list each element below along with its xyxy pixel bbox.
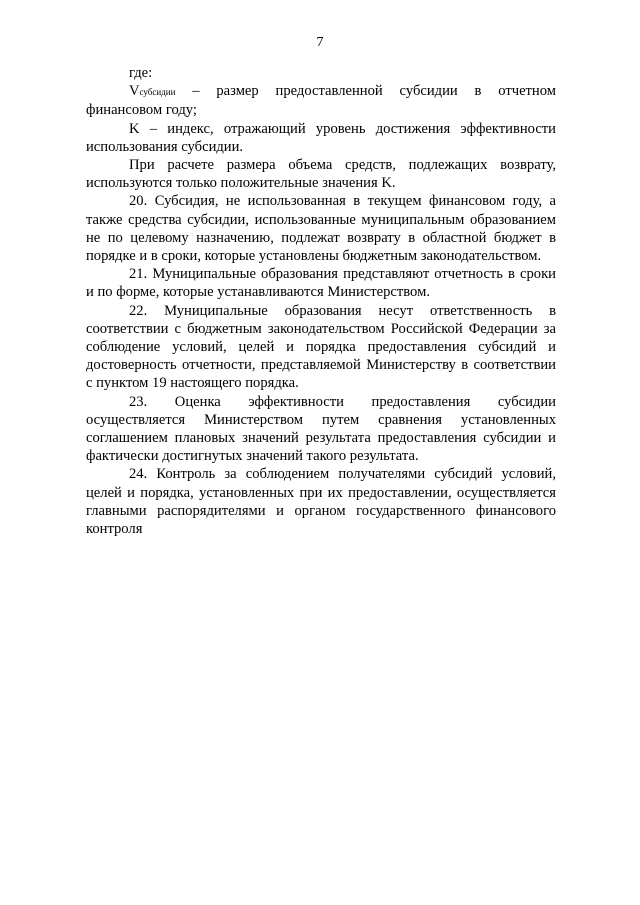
document-body [86,64,556,538]
paragraph-21: 21. Муниципальные образования представляют отчетность в сроки и по форме, которые устанавливаются Министерством. [86,266,556,301]
calculation-note: При расчете размера объема средств, подлежащих возврату, используются только положительные значения K. [86,157,556,192]
where-label: где: [129,65,153,81]
paragraph-22: 22. Муниципальные образования несут ответственность в соответствии с бюджетным законодательством Российской Федерации за соблюдение условий, целей и порядка предоставления субсидий и достоверность отчетности, представляемой Министерству в соответствии с пунктом 19 настоящего порядка. [86,302,556,392]
paragraph-24: 24. Контроль за соблюдением получателями субсидий условий, целей и порядка, установленных при их предоставлении, осуществляется главными распорядителями и органом государственного финансового контроля [86,466,556,538]
v-subsidy-definition [86,82,556,119]
paragraph-20: 20. Субсидия, не использованная в текущем финансовом году, а также средства субсидии, использованные муниципальным образованием не по целевому назначению, подлежат возврату в областной бюджет в порядке и в сроки, которые установлены бюджетным законодательством. [86,193,556,265]
v-definition-text: – размер предоставленной субсидии в отчетном финансовом году; [86,83,556,119]
page-number: 7 [316,35,324,50]
paragraph-23: 23. Оценка эффективности предоставления субсидии осуществляется Министерством путем сравнения установленных соглашением плановых значений результата предоставления субсидии и фактически достигнутых значений такого результата. [86,393,556,465]
v-subscript: субсидии [139,87,176,98]
k-index-definition: K – индекс, отражающий уровень достижения эффективности использования субсидии. [86,120,556,155]
v-symbol: V [129,83,140,100]
